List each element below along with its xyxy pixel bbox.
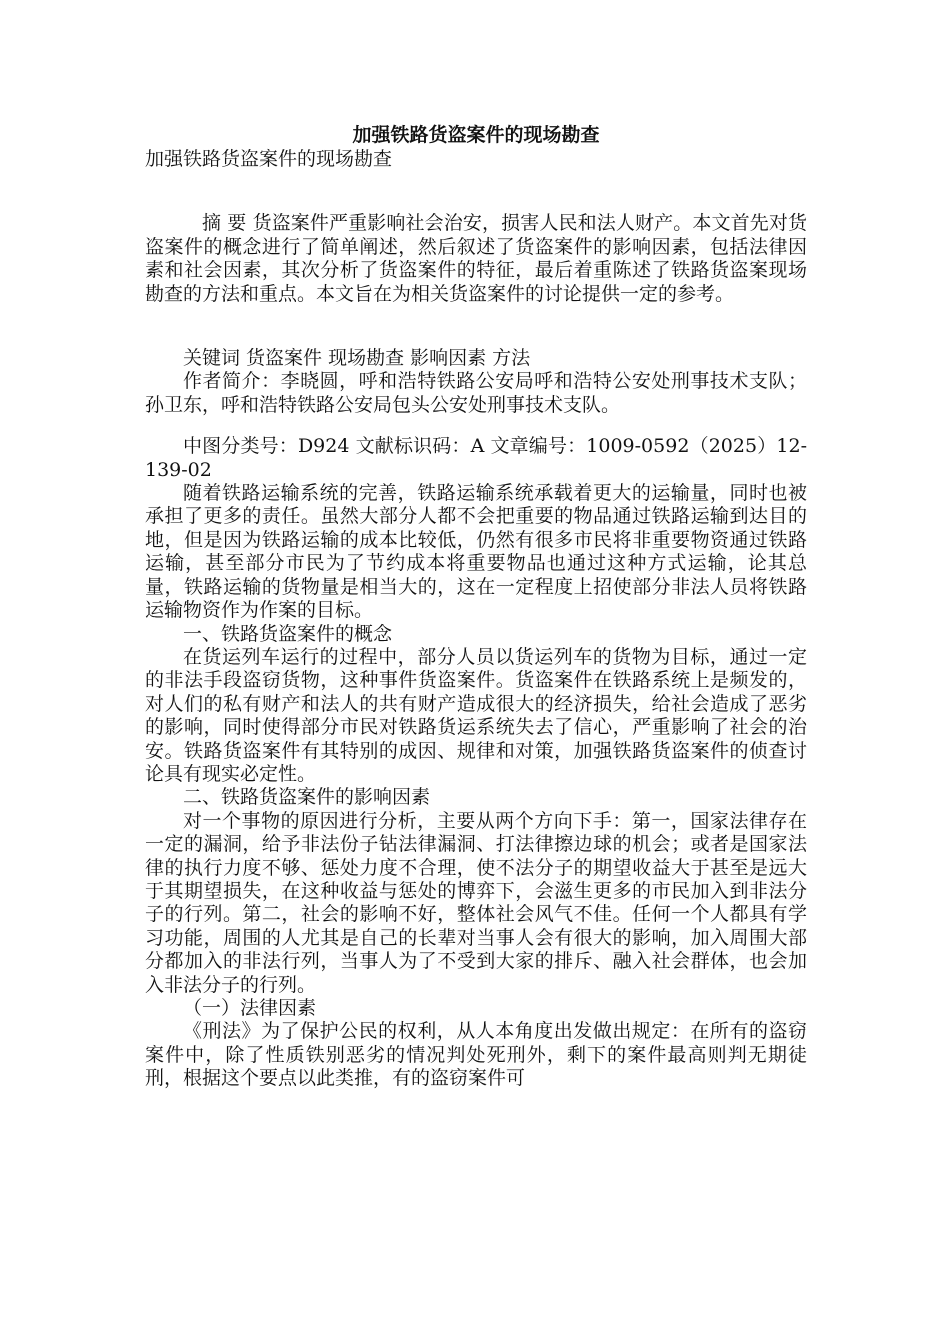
abstract-paragraph: 摘 要 货盗案件严重影响社会治安，损害人民和法人财产。本文首先对货盗案件的概念进行了简单阐述，然后叙述了货盗案件的影响因素，包括法律因素和社会因素，其次分析了货盗案件的特征，最后着重陈述了铁路货盗案现场勘查的方法和重点。本文旨在为相关货盗案件的讨论提供一定的参考。 bbox=[145, 212, 807, 305]
document-subtitle: 加强铁路货盗案件的现场勘查 bbox=[145, 148, 393, 170]
classification-line: 中图分类号：D924 文献标识码：A 文章编号：1009-0592（2025）12-139-02 bbox=[145, 435, 807, 481]
intro-paragraph: 随着铁路运输系统的完善，铁路运输系统承载着更大的运输量，同时也被承担了更多的责任。虽然大部分人都不会把重要的物品通过铁路运输到达目的地，但是因为铁路运输的成本比较低，仍然有很多市民将非重要物资通过铁路运输，甚至部分市民为了节约成本将重要物品也通过这种方式运输，论其总量，铁路运输的货物量是相当大的，这在一定程度上招使部分非法人员将铁路运输物资作为作案的目标。 bbox=[145, 482, 807, 622]
section-2-heading: 二、铁路货盗案件的影响因素 bbox=[183, 786, 431, 809]
spacer bbox=[145, 417, 807, 435]
subsection-1-heading: （一）法律因素 bbox=[183, 997, 317, 1019]
section-1-paragraph: 在货运列车运行的过程中，部分人员以货运列车的货物为目标，通过一定的非法手段盗窃货物，这种事件货盗案件。货盗案件在铁路系统上是频发的，对人们的私有财产和法人的共有财产造成很大的经济损失，给社会造成了恶劣的影响，同时使得部分市民对铁路货运系统失去了信心，严重影响了社会的治安。铁路货盗案件有其特别的成因、规律和对策，加强铁路货盗案件的侦查讨论具有现实必定性。 bbox=[145, 645, 807, 785]
spacer bbox=[145, 171, 807, 194]
keywords-line: 关键词 货盗案件 现场勘查 影响因素 方法 bbox=[183, 347, 531, 370]
section-1-heading: 一、铁路货盗案件的概念 bbox=[183, 622, 393, 645]
section-2-paragraph: 对一个事物的原因进行分析，主要从两个方向下手：第一，国家法律存在一定的漏洞，给予非法份子钻法律漏洞、打法律擦边球的机会；或者是国家法律的执行力度不够、惩处力度不合理，使不法分子的期望收益大于甚至是远大于其期望损失，在这种收益与惩处的博弈下，会滋生更多的市民加入到非法分子的行列。第二，社会的影响不好，整体社会风气不佳。任何一个人都具有学习功能，周围的人尤其是自己的长辈对当事人会有很大的影响，加入周围大部分都加入的非法行列，当事人为了不受到大家的排斥、融入社会群体，也会加入非法分子的行列。 bbox=[145, 809, 807, 996]
spacer bbox=[145, 306, 807, 329]
author-intro: 作者简介：李晓圆，呼和浩特铁路公安局呼和浩特公安处刑事技术支队；孙卫东，呼和浩特铁路公安局包头公安处刑事技术支队。 bbox=[145, 370, 807, 416]
spacer bbox=[145, 329, 807, 347]
spacer bbox=[145, 194, 807, 212]
document-title: 加强铁路货盗案件的现场勘查 bbox=[352, 124, 600, 146]
document-page bbox=[145, 122, 807, 1091]
subsection-1-paragraph: 《刑法》为了保护公民的权利，从人本角度出发做出规定：在所有的盗窃案件中，除了性质铁别恶劣的情况判处死刑外，剩下的案件最高则判无期徒刑，根据这个要点以此类推，有的盗窃案件可 bbox=[145, 1020, 807, 1090]
